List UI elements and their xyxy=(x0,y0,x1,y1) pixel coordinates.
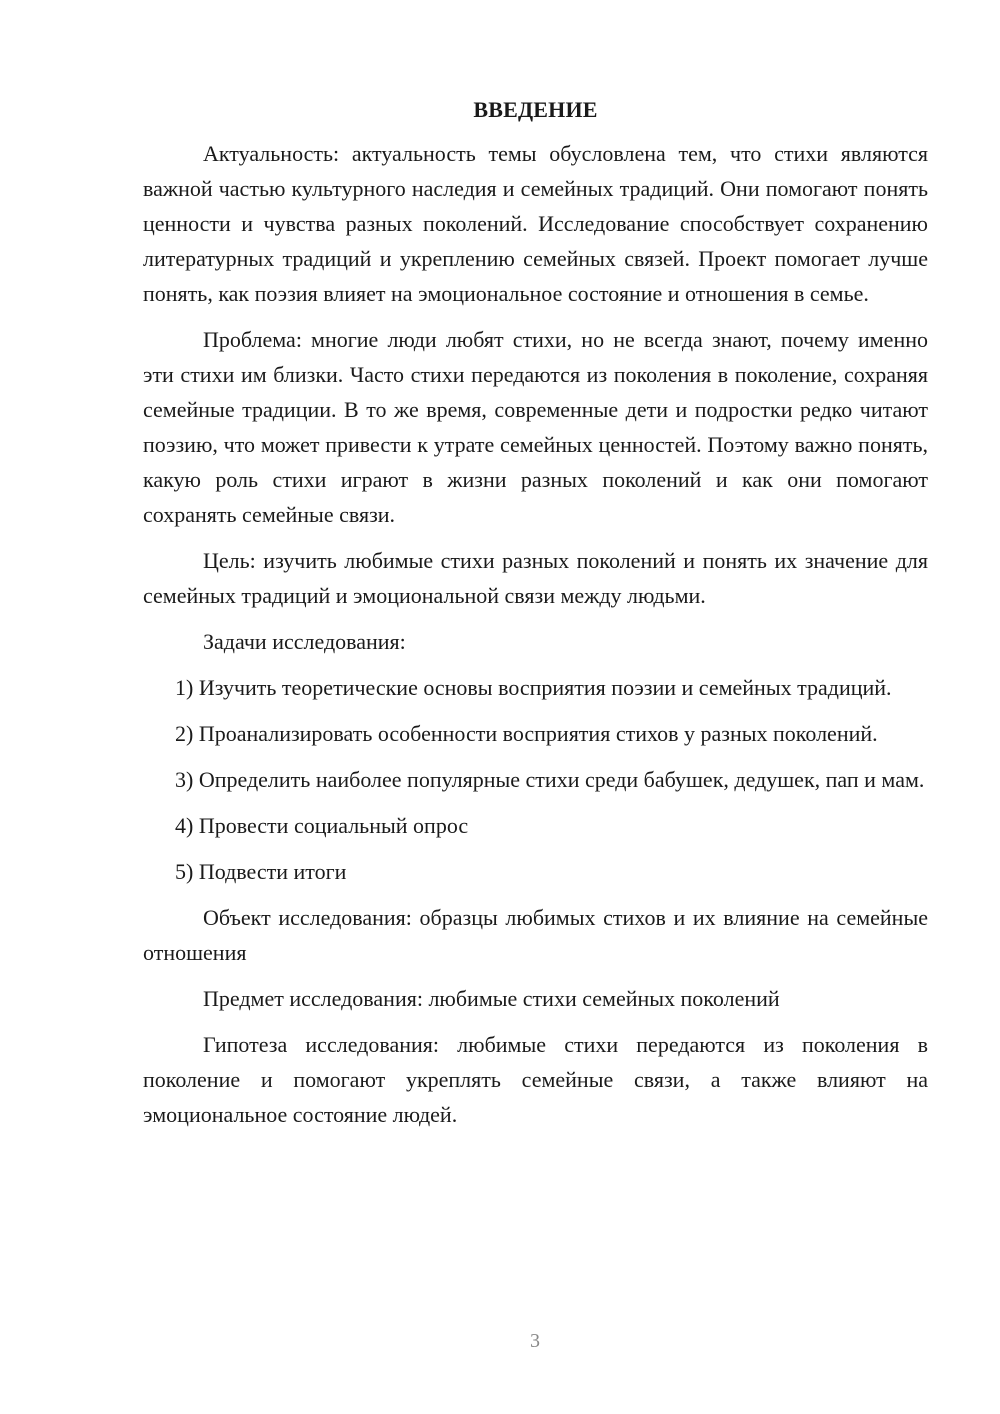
object-paragraph: Объект исследования: образцы любимых стихов и их влияние на семейные отношения xyxy=(143,905,928,965)
relevance-paragraph: Актуальность: актуальность темы обусловлена тем, что стихи являются важной частью культурного наследия и семейных традиций. Они помогают понять ценности и чувства разных поколений. Исследование способствует сохранению литературных традиций и укреплению семейных связей. Проект помогает лучше понять, как поэзия влияет на эмоциональное состояние и отношения в семье. xyxy=(143,141,928,306)
task-item-2: 2) Проанализировать особенности восприятия стихов у разных поколений. xyxy=(175,721,878,746)
tasks-heading: Задачи исследования: xyxy=(203,629,406,654)
goal-paragraph: Цель: изучить любимые стихи разных поколений и понять их значение для семейных традиций и эмоциональной связи между людьми. xyxy=(143,548,928,608)
document-page xyxy=(143,95,928,1143)
task-item-3: 3) Определить наиболее популярные стихи среди бабушек, дедушек, пап и мам. xyxy=(175,767,925,792)
problem-paragraph: Проблема: многие люди любят стихи, но не всегда знают, почему именно эти стихи им близки. Часто стихи передаются из поколения в поколение, сохраняя семейные традиции. В то же время, современные дети и подростки редко читают поэзию, что может привести к утрате семейных ценностей. Поэтому важно понять, какую роль стихи играют в жизни разных поколений и как они помогают сохранять семейные связи. xyxy=(143,327,928,527)
task-item-1: 1) Изучить теоретические основы восприятия поэзии и семейных традиций. xyxy=(175,675,892,700)
subject-paragraph: Предмет исследования: любимые стихи семейных поколений xyxy=(203,986,780,1011)
task-item-4: 4) Провести социальный опрос xyxy=(175,813,469,838)
page-number: 3 xyxy=(530,1330,540,1352)
hypothesis-paragraph: Гипотеза исследования: любимые стихи передаются из поколения в поколение и помогают укреплять семейные связи, а также влияют на эмоциональное состояние людей. xyxy=(143,1032,928,1127)
task-item-5: 5) Подвести итоги xyxy=(175,859,347,884)
page-title: ВВЕДЕНИЕ xyxy=(473,97,598,122)
